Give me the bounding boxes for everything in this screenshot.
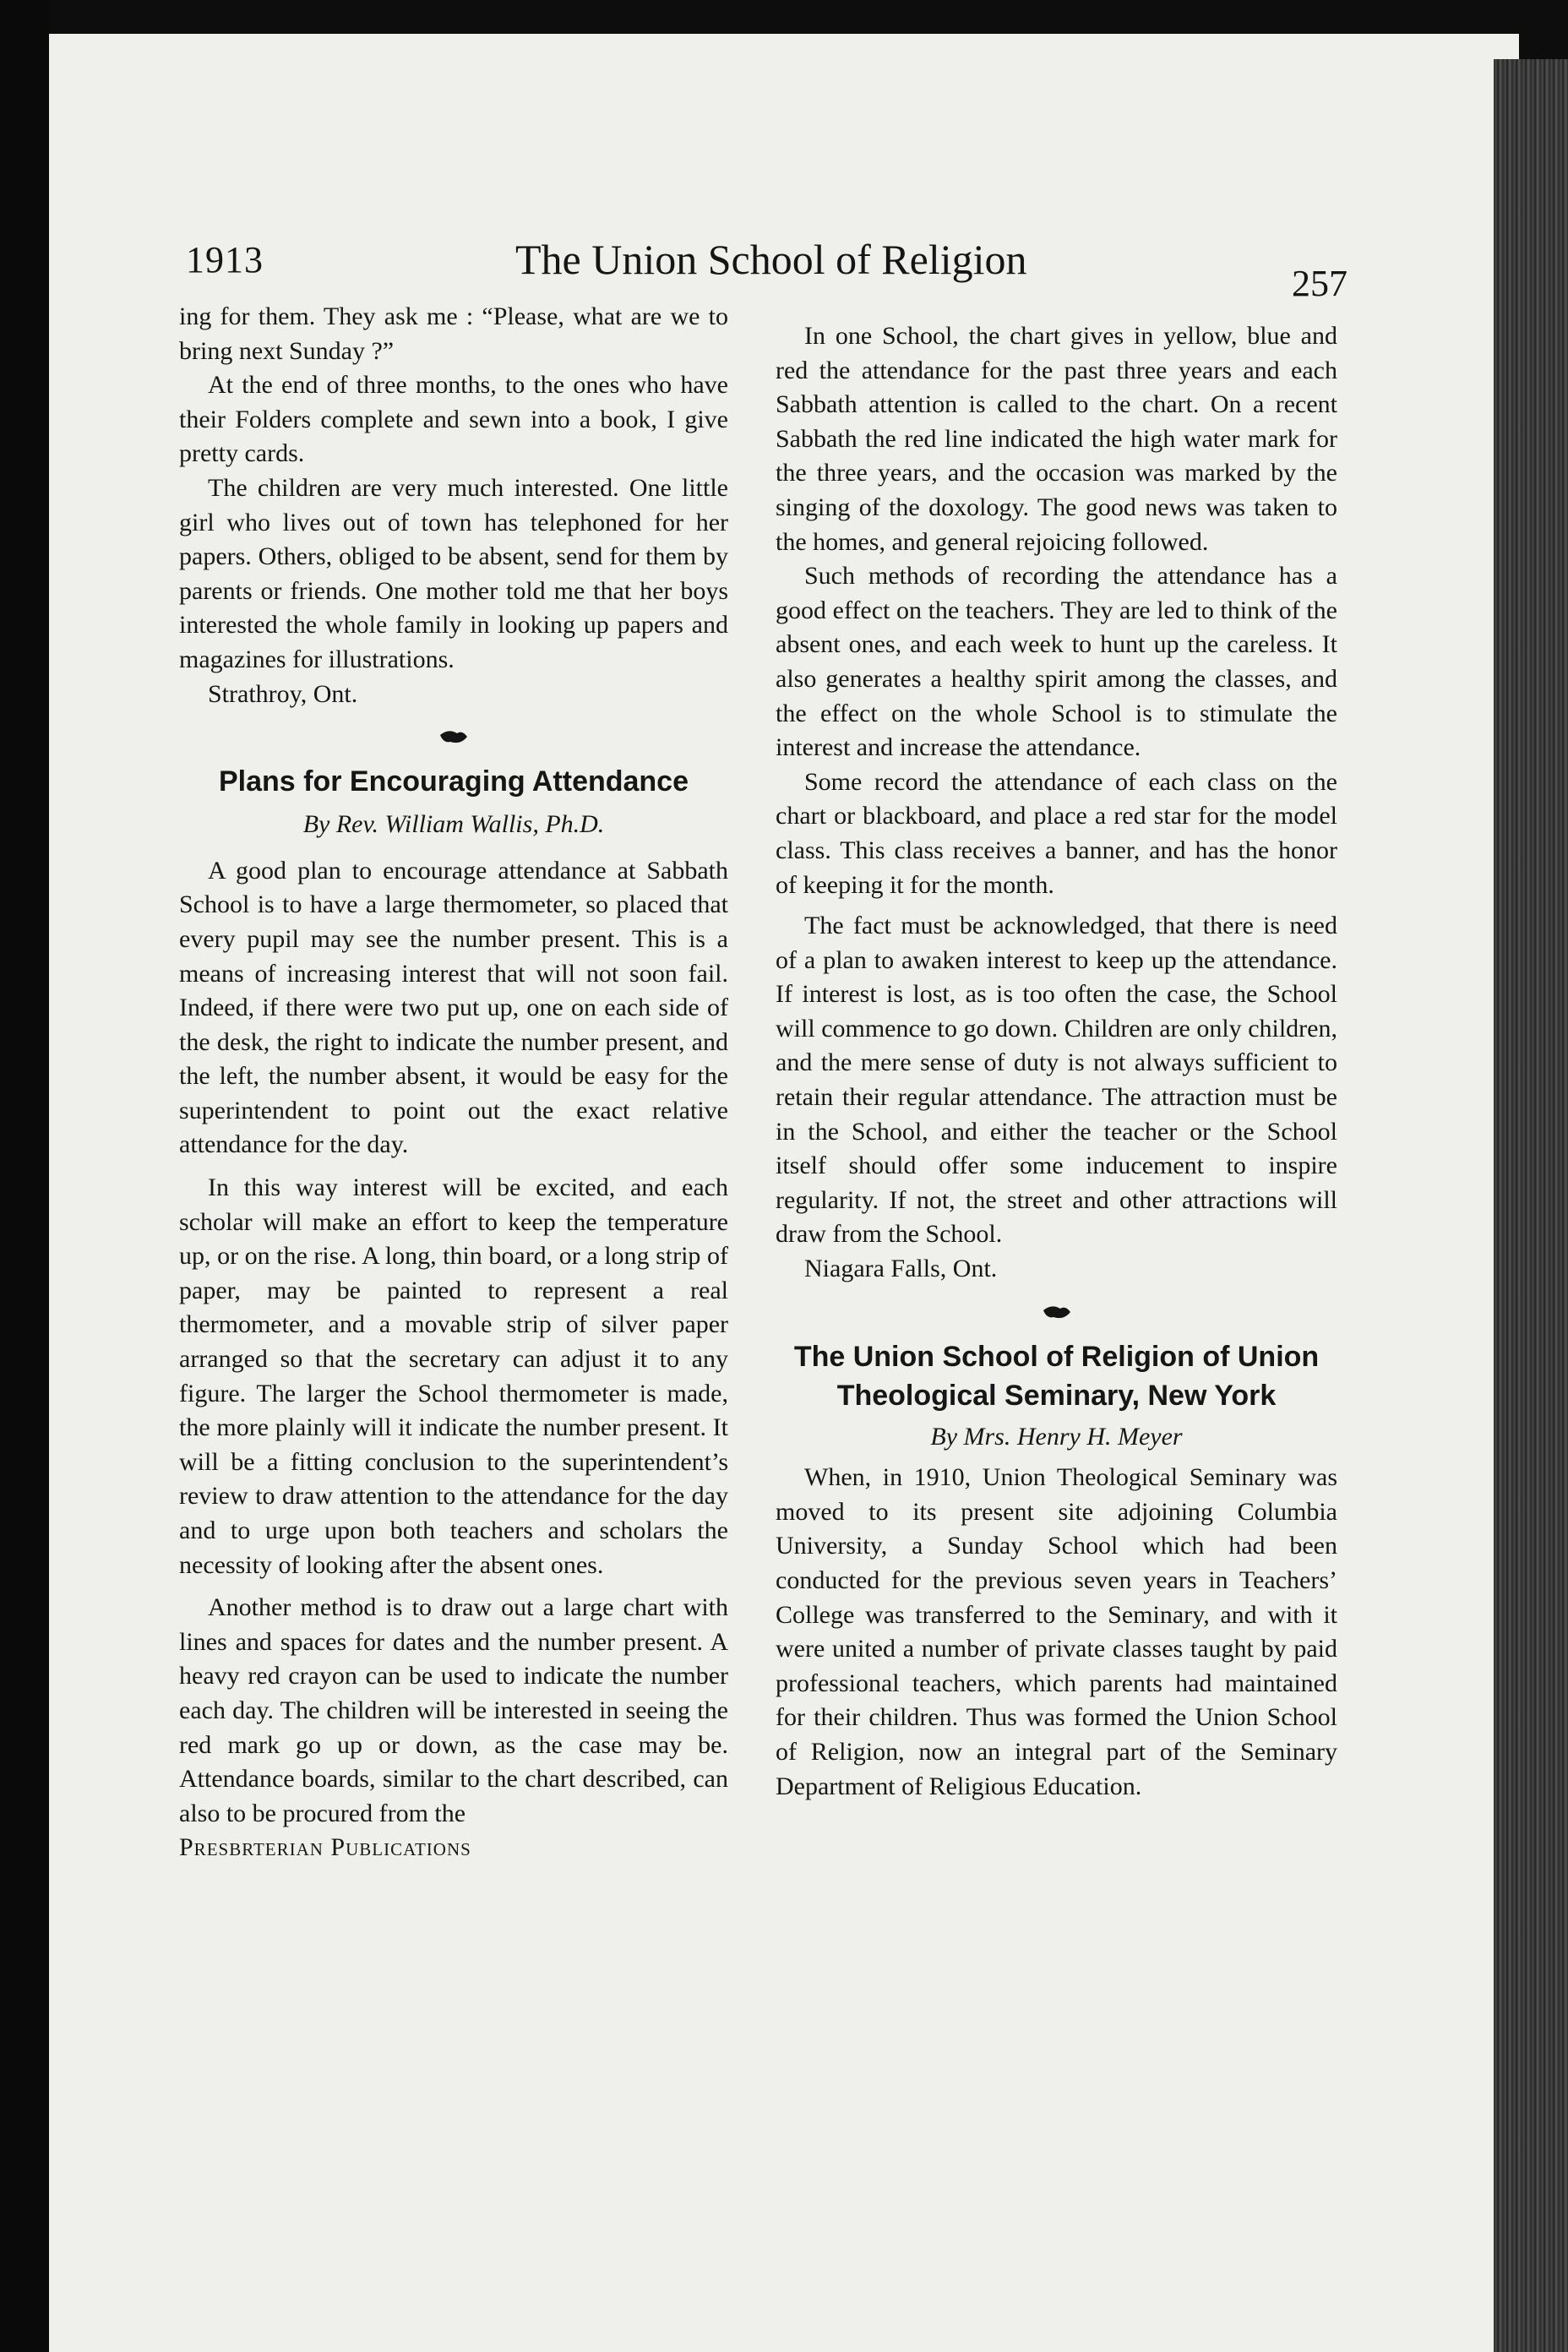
article-byline: By Mrs. Henry H. Meyer <box>930 1422 1183 1451</box>
paragraph: A good plan to encourage attendance at Sabbath School is to have a large thermometer, so placed that every pupil may see the number present. This is a means of increasing interest that will not soon fail. Indeed, if there were two put up, one on each side of the desk, the right to indicate the number present, and the left, the number absent, it would be easy for the superintendent to point out the exact relative attendance for the day. <box>179 856 728 1159</box>
running-header <box>186 235 1348 304</box>
paragraph: Such methods of recording the attendance has a good effect on the teachers. They are led to think of the absent ones, and each week to hunt up the careless. It also generates a healthy spirit among the classes, and the effect on the whole School is to stimulate the interest and increase the attendance. <box>776 562 1337 762</box>
paragraph: When, in 1910, Union Theological Seminary was moved to its present site adjoining Columbia University, a Sunday School which had been conducted for the previous seven years in Teachers’ College was transferred to the Seminary, and with it were united a number of private classes taught by paid professional teachers, which parents had maintained for their children. Thus was formed the Union School of Religion, now an integral part of the Seminary Department of Religious Education. <box>776 1463 1337 1800</box>
header-page-number: 257 <box>1292 263 1348 304</box>
paragraph: At the end of three months, to the ones who have their Folders complete and sewn into a book, I give pretty cards. <box>179 371 728 468</box>
article-title-line-1: The Union School of Religion of Union <box>793 1340 1320 1373</box>
article-title-line-2: Theological Seminary, New York <box>836 1379 1277 1412</box>
paragraph: Some record the attendance of each class on the chart or blackboard, and place a red star for the model class. This class receives a banner, and has the honor of keeping it for the month. <box>776 767 1337 899</box>
page-stack-edge <box>1494 59 1568 2352</box>
left-column <box>179 300 728 1865</box>
paragraph: In this way interest will be excited, and each scholar will make an effort to keep the temperature up, or on the rise. A long, thin board, or a long strip of paper, may be painted to represent a real thermometer, and a movable strip of silver paper arranged so that the secretary can adjust it to any figure. The larger the School thermometer is made, the more plainly will it indicate the number present. It will be a fitting conclusion to the superintendent’s review to draw attention to the attendance for the day and to urge upon both teachers and scholars the necessity of looking after the absent ones. <box>179 1173 728 1579</box>
paragraph: ing for them. They ask me : “Please, what are we to bring next Sunday ?” <box>179 302 728 365</box>
paragraph: In one School, the chart gives in yellow, blue and red the attendance for the past three years and each Sabbath attention is called to the chart. On a recent Sabbath the red line indicated the high water mark for the three years, and the occasion was marked by the singing of the doxology. The good news was taken to the homes, and general rejoicing followed. <box>776 322 1337 556</box>
publisher-name: Presbrterian Publications <box>179 1833 471 1862</box>
article-byline: By Rev. William Wallis, Ph.D. <box>302 810 605 839</box>
paragraph: The fact must be acknowledged, that there is need of a plan to awaken interest to keep up the attendance. If interest is lost, as is too often the case, the School will commence to go down. Children are only children, and the mere sense of duty is not always sufficient to retain their regular attendance. The attraction must be in the School, and either the teacher or the School itself should offer some inducement to inspire regularity. If not, the street and other attractions will draw from the School. <box>776 912 1337 1249</box>
book-spine-shadow <box>0 0 49 2352</box>
paragraph: Another method is to draw out a large chart with lines and spaces for dates and the number present. A heavy red crayon can be used to indicate the number each day. The children will be interested in seeing the red mark go up or down, as the case may be. Attendance boards, similar to the chart described, can also to be procured from the <box>179 1593 728 1827</box>
section-ornament-icon <box>437 727 471 747</box>
right-column <box>776 319 1337 1804</box>
place-signoff: Strathroy, Ont. <box>208 679 358 708</box>
paragraph: The children are very much interested. One little girl who lives out of town has telephoned for her papers. Others, obliged to be absent, send for them by parents or friends. One mother told me that her boys interested the whole family in looking up papers and magazines for illustrations. <box>179 473 728 673</box>
article-title: Plans for Encouraging Attendance <box>218 765 689 798</box>
header-year: 1913 <box>186 239 264 280</box>
section-ornament-icon <box>1040 1302 1074 1322</box>
header-journal-title: The Union School of Religion <box>515 236 1027 283</box>
place-signoff: Niagara Falls, Ont. <box>804 1255 998 1283</box>
